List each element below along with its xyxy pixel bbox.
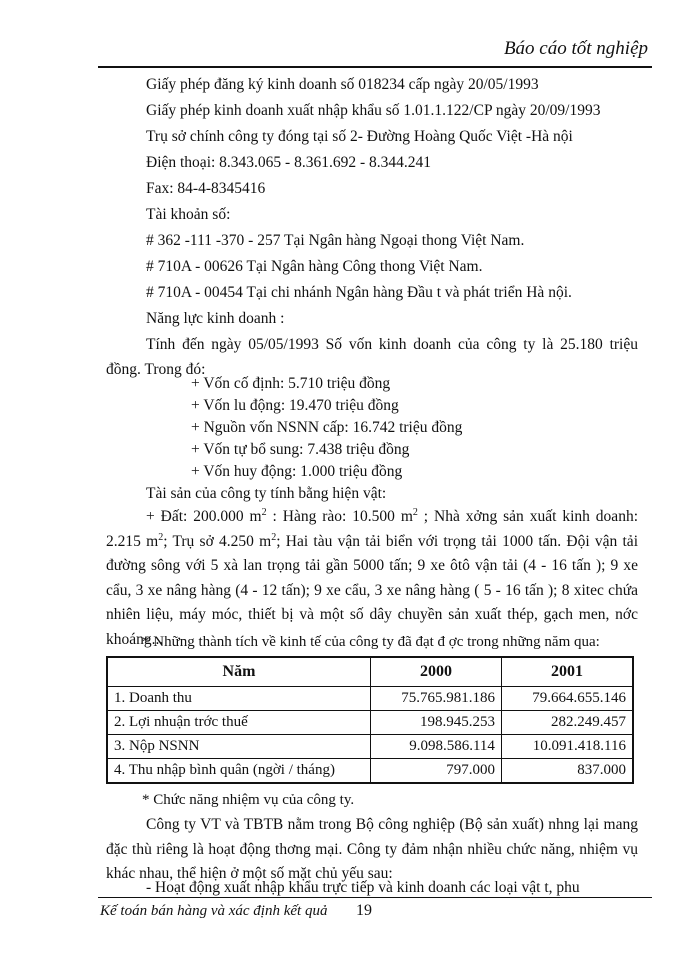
bullet-item: + Nguồn vốn NSNN cấp: 16.742 triệu đồng xyxy=(191,419,463,436)
footer-title: Kế toán bán hàng và xác định kết quả xyxy=(100,903,328,919)
row-value-2001: 10.091.418.116 xyxy=(501,735,633,759)
bullet-item: + Vốn tự bổ sung: 7.438 triệu đồng xyxy=(191,441,410,458)
account-line-3: # 710A - 00454 Tại chi nhánh Ngân hàng Đầu t và phát triển Hà nội. xyxy=(146,284,572,301)
table-row xyxy=(107,735,633,759)
row-label: 1. Doanh thu xyxy=(107,687,371,711)
row-value-2001: 282.249.457 xyxy=(501,711,633,735)
row-value-2000: 198.945.253 xyxy=(371,711,502,735)
bullet-item: + Vốn cố định: 5.710 triệu đồng xyxy=(191,375,391,392)
header-2000: 2000 xyxy=(371,657,502,687)
import-export-license-line: Giấy phép kinh doanh xuất nhập khẩu số 1.01.1.122/CP ngày 20/09/1993 xyxy=(146,102,601,119)
table-row xyxy=(107,711,633,735)
row-label: 2. Lợi nhuận trớc thuế xyxy=(107,711,371,735)
dash-paragraph: - Hoạt động xuất nhập khẩu trực tiếp và kinh doanh các loại vật t, phu xyxy=(146,879,580,896)
row-label: 4. Thu nhập bình quân (ngời / tháng) xyxy=(107,759,371,784)
row-value-2001: 79.664.655.146 xyxy=(501,687,633,711)
account-line-2: # 710A - 00626 Tại Ngân hàng Công thong Việt Nam. xyxy=(146,258,483,275)
row-value-2001: 837.000 xyxy=(501,759,633,784)
headquarters-line: Trụ sở chính công ty đóng tại số 2- Đường Hoàng Quốc Việt -Hà nội xyxy=(146,128,573,145)
row-value-2000: 797.000 xyxy=(371,759,502,784)
row-value-2000: 75.765.981.186 xyxy=(371,687,502,711)
table-caption: * Những thành tích về kinh tế của công ty đã đạt đ ợc trong những năm qua: xyxy=(142,634,600,650)
header-title: Báo cáo tốt nghiệp xyxy=(503,38,648,59)
bullet-item: + Vốn huy động: 1.000 triệu đồng xyxy=(191,463,403,480)
assets-paragraph: + Đất: 200.000 $m^2$ : Hàng rào: 10.500 $m^2$ ; Nhà xởng sản xuất kinh doanh: 2.215 $m^2$; Trụ sở 4.250 $m^2$; Hai tàu vận tải biển với trọng tải 1000 tấn. Đội vận tải đường sông với 5 xà lan trọng tải gần 5000 tấn; 9 xe ôtô vận tải (4 - 16 tấn ); 9 xe cẩu, 3 xe nâng hàng (4 - 12 tấn); 9 xe cẩu, 3 xe nâng hàng ( 5 - 16 tấn ); 8 xitec chứa nhiên liệu, máy móc, thiết bị và một số dây chuyền sản xuất thép, gạch men, nớc khoáng... xyxy=(106,506,638,648)
capital-paragraph: Tính đến ngày 05/05/1993 Số vốn kinh doanh của công ty là 25.180 triệu đồng. Trong đó: xyxy=(106,336,638,378)
account-line-1: # 362 -111 -370 - 257 Tại Ngân hàng Ngoại thong Việt Nam. xyxy=(146,232,525,249)
row-label: 3. Nộp NSNN xyxy=(107,735,371,759)
assets-heading: Tài sản của công ty tính bằng hiện vật: xyxy=(146,485,387,502)
capacity-heading: Năng lực kinh doanh : xyxy=(146,310,285,327)
bullet-item: + Vốn lu động: 19.470 triệu đồng xyxy=(191,397,399,414)
table-header-row xyxy=(107,657,633,687)
header-year: Năm xyxy=(107,657,371,687)
page-number: 19 xyxy=(356,902,372,919)
header-2001: 2001 xyxy=(501,657,633,687)
header-rule xyxy=(98,66,652,68)
phone-line: Điện thoại: 8.343.065 - 8.361.692 - 8.344.241 xyxy=(146,154,432,171)
row-value-2000: 9.098.586.114 xyxy=(371,735,502,759)
footer-rule xyxy=(98,897,652,898)
duty-paragraph: Công ty VT và TBTB nằm trong Bộ công nghiệp (Bộ sản xuất) nhng lại mang đặc thù riêng là hoạt động thơng mại. Công ty đảm nhận nhiều chức năng, nhiệm vụ khác nhau, thể hiện ở một số mặt chủ yếu sau: xyxy=(106,816,638,882)
account-heading: Tài khoản số: xyxy=(146,206,231,223)
fax-line: Fax: 84-4-8345416 xyxy=(146,180,266,197)
achievements-table xyxy=(106,656,634,784)
table-row xyxy=(107,687,633,711)
table-row xyxy=(107,759,633,784)
business-license-line: Giấy phép đăng ký kinh doanh số 018234 cấp ngày 20/05/1993 xyxy=(146,76,539,93)
duty-heading: * Chức năng nhiệm vụ của công ty. xyxy=(142,792,355,808)
